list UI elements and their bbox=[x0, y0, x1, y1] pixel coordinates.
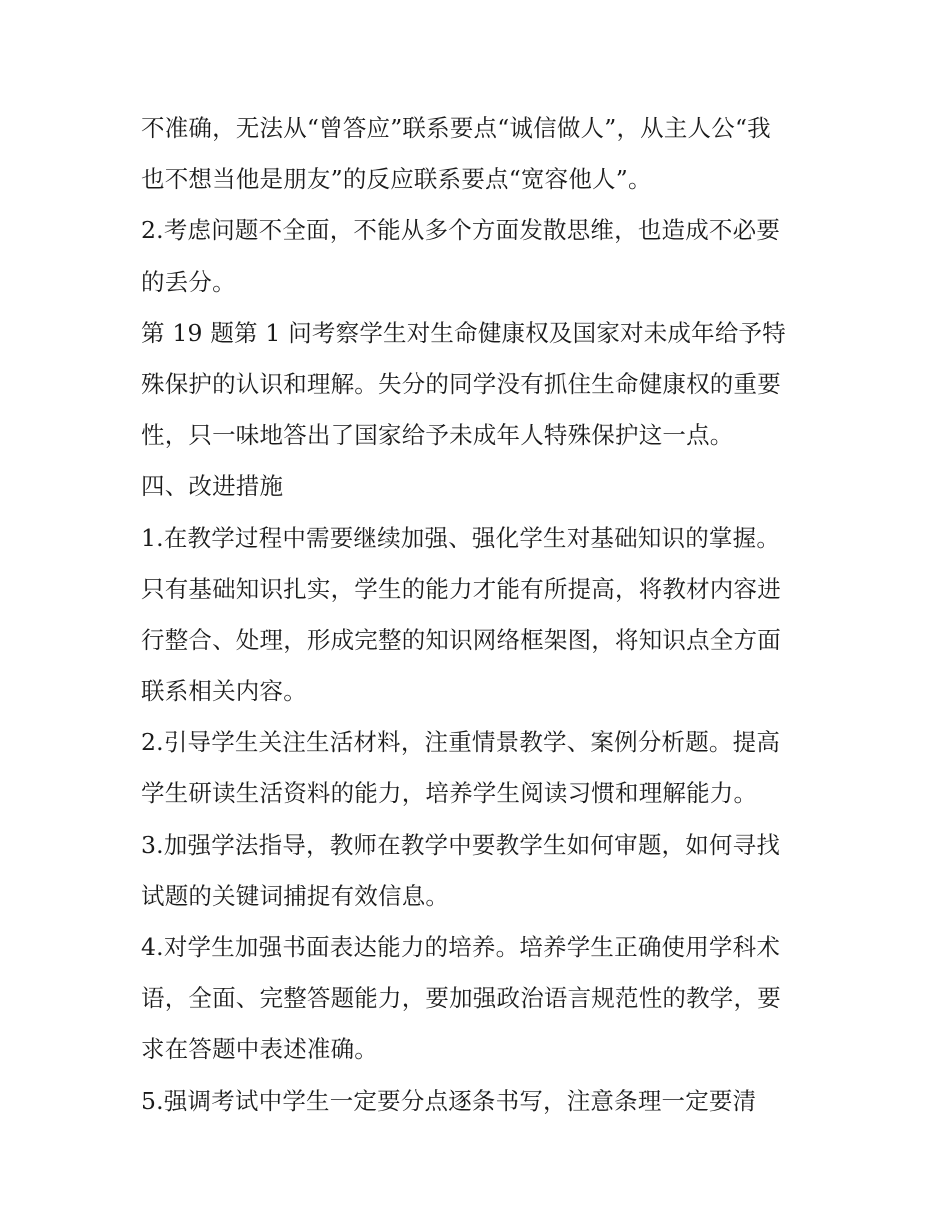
text-line: 5.强调考试中学生一定要分点逐条书写，注意条理一定要清 bbox=[141, 1086, 757, 1115]
text-line: 3.加强学法指导，教师在教学中要教学生如何审题，如何寻找 bbox=[141, 830, 781, 859]
text-line: 求在答题中表述准确。 bbox=[141, 1035, 378, 1064]
text-line: 性，只一味地答出了国家给予未成年人特殊保护这一点。 bbox=[141, 421, 734, 450]
text-line: 学生研读生活资料的能力，培养学生阅读习惯和理解能力。 bbox=[141, 779, 758, 808]
text-line: 行整合、处理，形成完整的知识网络框架图，将知识点全方面 bbox=[141, 625, 781, 654]
text-line: 语，全面、完整答题能力，要加强政治语言规范性的教学，要 bbox=[141, 984, 781, 1013]
text-line: 第 19 题第 1 问考察学生对生命健康权及国家对未成年给予特 bbox=[141, 318, 786, 347]
text-line: 不准确，无法从“曾答应”联系要点“诚信做人”，从主人公“我 bbox=[141, 114, 771, 142]
text-line: 联系相关内容。 bbox=[141, 677, 307, 706]
text-line: 只有基础知识扎实，学生的能力才能有所提高，将教材内容进 bbox=[141, 574, 781, 603]
text-line: 2.考虑问题不全面，不能从多个方面发散思维，也造成不必要 bbox=[141, 216, 781, 245]
section-heading: 四、改进措施 bbox=[141, 472, 284, 501]
text-line: 试题的关键词捕捉有效信息。 bbox=[141, 881, 450, 910]
text-line: 1.在教学过程中需要继续加强、强化学生对基础知识的掌握。 bbox=[141, 523, 781, 552]
text-line: 2.引导学生关注生活材料，注重情景教学、案例分析题。提高 bbox=[141, 728, 781, 757]
text-line: 4.对学生加强书面表达能力的培养。培养学生正确使用学科术 bbox=[141, 933, 781, 961]
document-page bbox=[141, 103, 821, 1127]
text-line: 也不想当他是朋友”的反应联系要点“宽容他人”。 bbox=[141, 165, 652, 194]
text-line: 殊保护的认识和理解。失分的同学没有抓住生命健康权的重要 bbox=[141, 369, 781, 398]
text-line: 的丢分。 bbox=[141, 267, 236, 296]
